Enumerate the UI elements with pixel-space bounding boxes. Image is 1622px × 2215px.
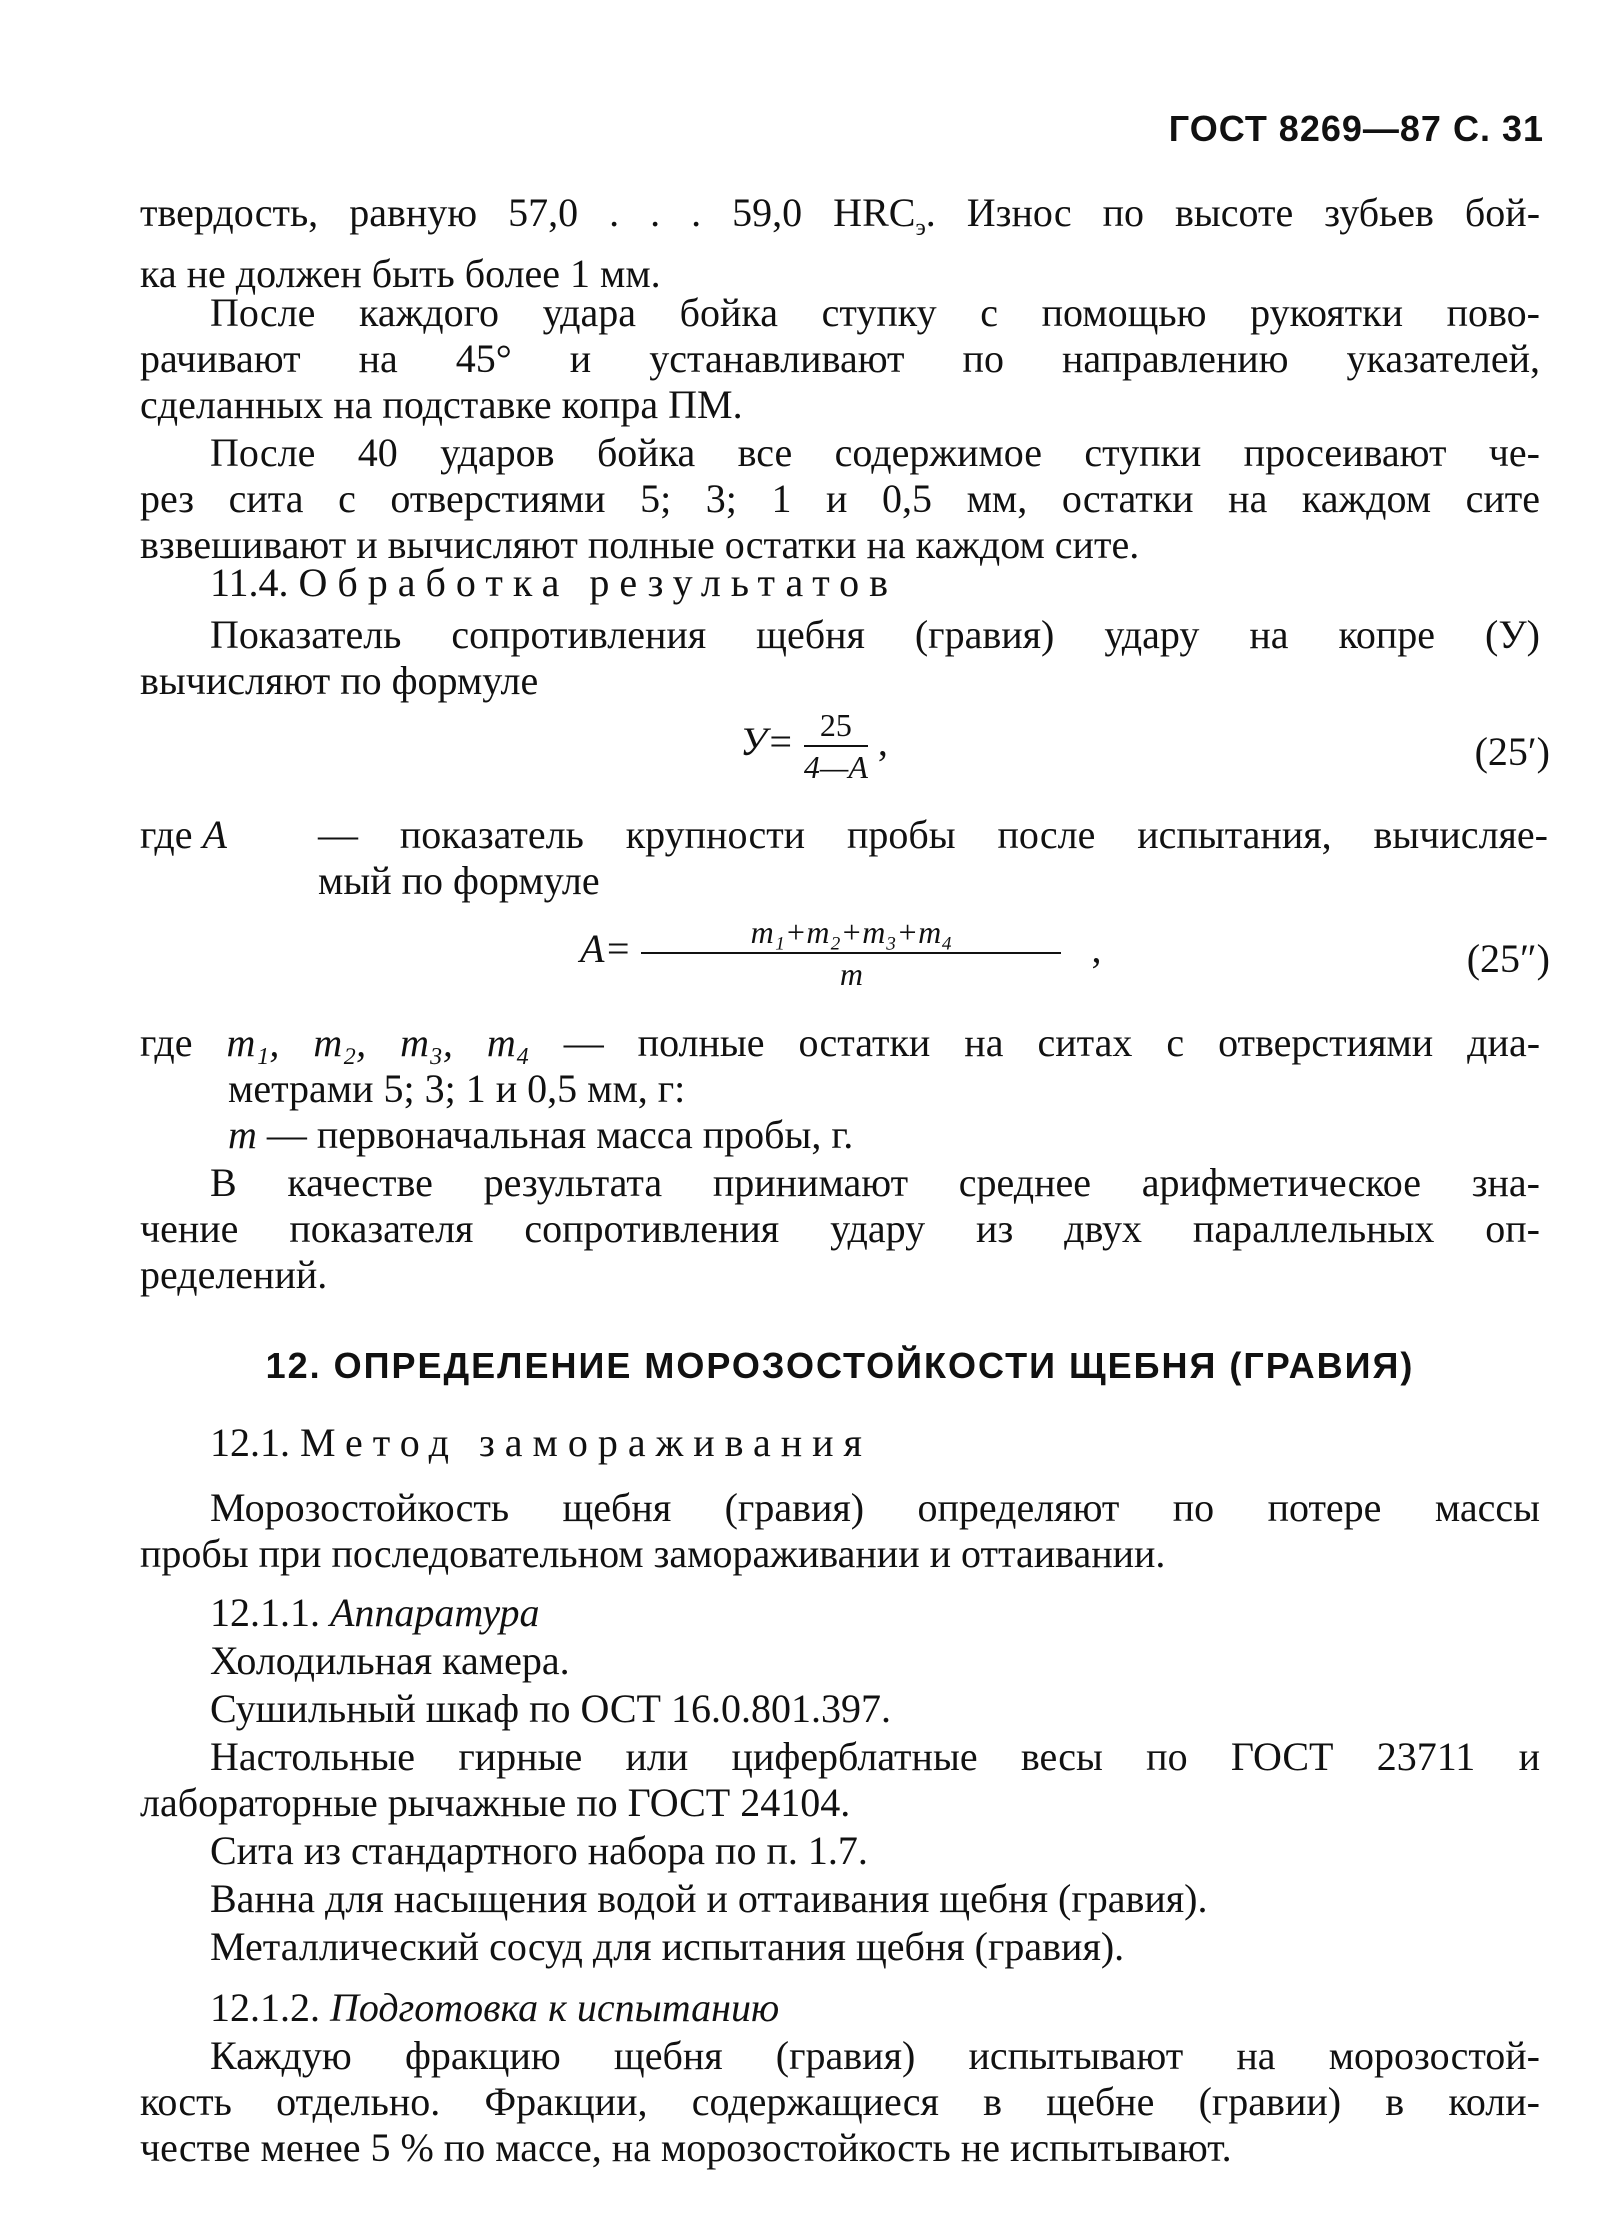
where-a-text-cont: мый по формуле [318, 858, 600, 903]
where-m-definition: где m₁, m₂, m₃, m₄ — полные остатки на ситах с отверстиями диа- [140, 1020, 1541, 1065]
fraction: $\frac{25}{4—A}$ [803, 707, 868, 785]
fraction: $\frac{\text{m₁+m₂+m₃+m₄}}{m}$ [641, 912, 1061, 994]
paragraph-sieving: После 40 ударов бойка все содержимое ступки просеивают че- рез сита с отверстиями 5; 3; 1 и 0,5 мм, остатки на каждом сите взвешивают и вычисляют полные остатки на каждом сите. [140, 430, 1540, 567]
where-m-text-cont: метрами 5; 3; 1 и 0,5 мм, г: [228, 1066, 686, 1111]
equipment-item: Металлический сосуд для испытания щебня (гравия). [210, 1924, 1125, 1969]
equation-number-25-prime: (25′) [1474, 729, 1550, 774]
equipment-item-scales: Настольные гирные или циферблатные весы по ГОСТ 23711 и лабораторные рычажные по ГОСТ 24104. [140, 1734, 1540, 1825]
where-a-definition: где A [140, 812, 227, 857]
paragraph-frost-method: Морозостойкость щебня (гравия) определяют по потере массы пробы при последовательном замораживании и оттаивании. [140, 1485, 1540, 1576]
section-12-title: 12. ОПРЕДЕЛЕНИЕ МОРОЗОСТОЙКОСТИ ЩЕБНЯ (ГРАВИЯ) [265, 1345, 1415, 1386]
paragraph-preparation: Каждую фракцию щебня (гравия) испытывают на морозостой- кость отдельно. Фракции, содержащиеся в щебне (гравии) в коли- честве менее 5 % по массе, на морозостойкость не испытывают. [140, 2033, 1540, 2170]
paragraph-rotation: После каждого удара бойка ступку с помощью рукоятки пово- рачивают на 45° и устанавливают по направлению указателей, сделанных на подставке копра ПМ. [140, 290, 1540, 427]
subsection-12-1: 12.1. Метод замораживания [210, 1420, 872, 1465]
subsection-12-1-1: 12.1.1. Аппаратура [210, 1590, 540, 1635]
paragraph-result: В качестве результата принимают среднее арифметическое зна- чение показателя сопротивления удару из двух параллельных оп- ределений. [140, 1160, 1540, 1297]
where-a-text: — показатель крупности пробы после испытания, вычисляе- [318, 812, 1548, 857]
where-m-total: m — первоначальная масса пробы, г. [228, 1112, 854, 1157]
equipment-item: Ванна для насыщения водой и оттаивания щебня (гравия). [210, 1876, 1208, 1921]
formula-25-double-prime: A= $\frac{\text{m₁+m₂+m₃+m₄}}{m}$ , [580, 914, 1102, 992]
equipment-item: Сушильный шкаф по ОСТ 16.0.801.397. [210, 1686, 891, 1731]
page-header: ГОСТ 8269—87 С. 31 [1168, 108, 1544, 149]
equipment-item: Холодильная камера. [210, 1638, 570, 1683]
equation-number-25-double-prime: (25″) [1466, 936, 1550, 981]
subsection-11-4: 11.4. Обработка результатов [210, 560, 899, 605]
subsection-12-1-2: 12.1.2. Подготовка к испытанию [210, 1985, 780, 2030]
paragraph-index-formula: Показатель сопротивления щебня (гравия) удару на копре (У) вычисляют по формуле [140, 612, 1540, 703]
formula-25-prime: У= $\frac{25}{4—A}$ , [740, 707, 888, 785]
paragraph-hardness: твердость, равную 57,0 . . . 59,0 $HRC_э$. Износ по высоте зубьев бой- ка не должен быть более 1 мм. [140, 190, 1541, 296]
equipment-item: Сита из стандартного набора по п. 1.7. [210, 1828, 868, 1873]
